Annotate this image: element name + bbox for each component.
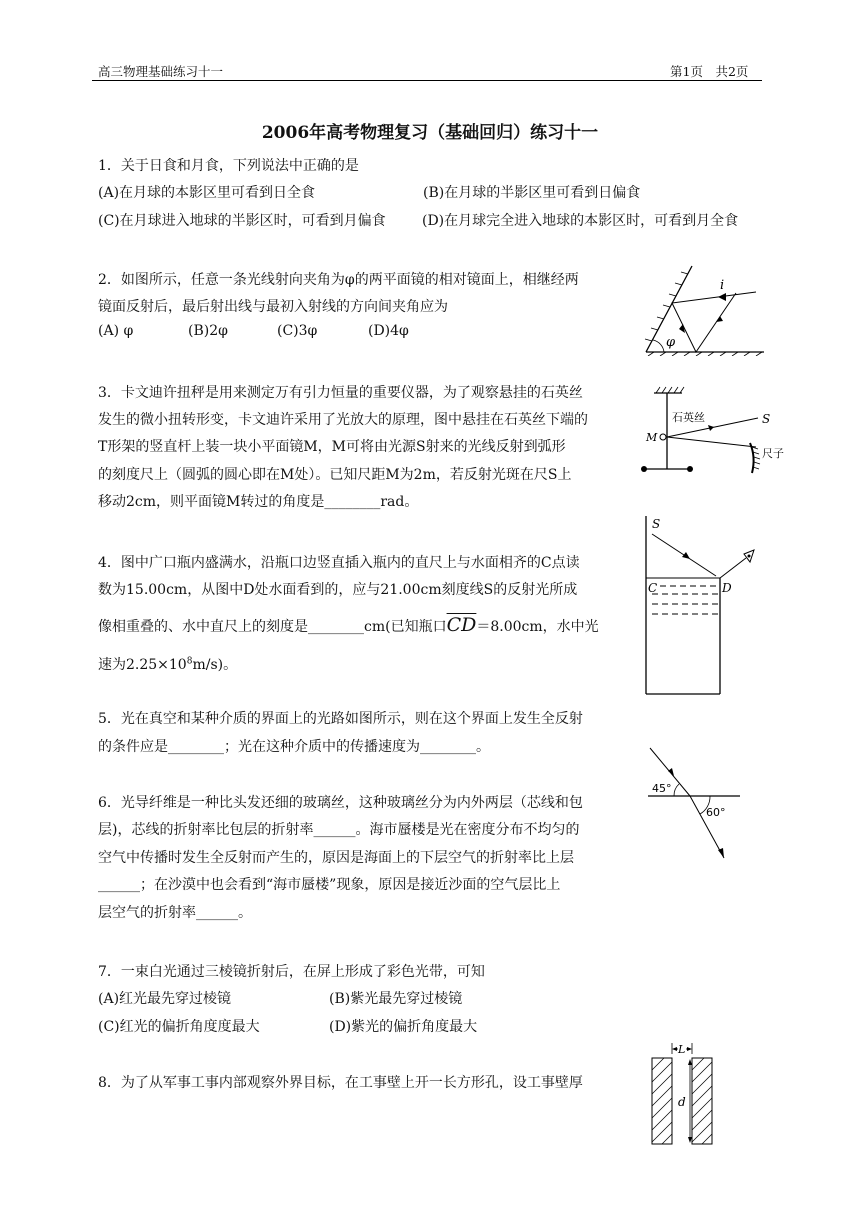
q4-line-1: 4．图中广口瓶内盛满水，沿瓶口边竖直插入瓶内的直尺上与水面相齐的C点读 — [98, 555, 580, 571]
q3-ruler-label: 尺子 — [762, 447, 784, 460]
q6-line-2: 层)，芯线的折射率比包层的折射率______。海市蜃楼是光在密度分布不均匀的 — [98, 822, 580, 838]
q6-line-1: 6．光导纤维是一种比头发还细的玻璃丝，这种玻璃丝分为内外两层（芯线和包 — [98, 795, 583, 811]
q2-phi-label: φ — [666, 335, 676, 350]
q1-stem: 1．关于日食和月食，下列说法中正确的是 — [98, 158, 359, 174]
q2-option-a: (A) φ — [98, 323, 134, 339]
q6-line-5: 层空气的折射率______。 — [98, 905, 252, 921]
q7-option-d: (D)紫光的偏折角度最大 — [329, 1019, 478, 1035]
q7-stem: 7．一束白光通过三棱镜折射后，在屏上形成了彩色光带，可知 — [98, 964, 485, 980]
q2-option-c: (C)3φ — [277, 323, 318, 339]
q4-line-2: 数为15.00cm，从图中D处水面看到的，应与21.00cm刻度线S的反射光所成 — [98, 582, 578, 598]
q8-d-label: d — [678, 1095, 686, 1109]
q3-line-3: T形架的竖直杆上装一块小平面镜M，M可将由光源S射来的光线反射到弧形 — [98, 439, 566, 455]
q3-fiber-label: 石英丝 — [672, 411, 705, 424]
q2-option-b: (B)2φ — [188, 323, 228, 339]
q2-option-d: (D)4φ — [368, 323, 409, 339]
q1-option-b: (B)在月球的半影区里可看到日偏食 — [423, 185, 641, 201]
q7-option-a: (A)红光最先穿过棱镜 — [98, 991, 232, 1007]
q2-mirror-figure — [640, 262, 764, 356]
header-right: 第1页 共2页 — [670, 64, 749, 79]
q4-s-label: S — [652, 517, 661, 531]
q5-line-2: 的条件应是________；光在这种介质中的传播速度为________。 — [98, 739, 490, 755]
q1-option-c: (C)在月球进入地球的半影区时，可看到月偏食 — [98, 213, 386, 229]
q4-line-4: 速为$2.25\times 10^8m/s$)。 — [98, 656, 238, 673]
q3-torsion-balance-figure — [634, 385, 794, 485]
q6-line-4: ______；在沙漠中也会看到“海市蜃楼”现象，原因是接近沙面的空气层比上 — [98, 877, 561, 893]
q6-line-3: 空气中传播时发生全反射而产生的，原因是海面上的下层空气的折射率比上层 — [98, 850, 574, 866]
page-title: 2006年高考物理复习（基础回归）练习十一 — [261, 123, 599, 143]
q3-m-label: M — [646, 431, 658, 444]
q1-option-d: (D)在月球完全进入地球的本影区时，可看到月全食 — [422, 213, 739, 229]
q4-d-label: D — [722, 581, 732, 595]
q3-line-4: 的刻度尺上（圆弧的圆心即在M处）。已知尺距M为2m，若反射光斑在尺S上 — [98, 467, 572, 483]
q8-bunker-wall-figure — [646, 1040, 726, 1146]
q3-line-2: 发生的微小扭转形变，卡文迪许采用了光放大的原理，图中悬挂在石英丝下端的 — [98, 412, 588, 428]
q4-line-3: 像相重叠的、水中直尺上的刻度是________cm(已知瓶口$\overline{CD}=8.00cm$，水中光 — [98, 614, 599, 636]
q3-line-5: 移动2cm，则平面镜M转过的角度是________rad。 — [98, 494, 419, 510]
q4-cd-overline: $\overline{CD}$ — [446, 614, 477, 636]
q2-i-label: i — [720, 278, 725, 293]
q5-angle-45-label: 45° — [652, 782, 672, 795]
q4-bottle-figure — [640, 512, 764, 698]
q5-angle-60-label: 60° — [706, 806, 726, 819]
q2-line-1: 2．如图所示，任意一条光线射向夹角为φ的两平面镜的相对镜面上，相继经两 — [98, 272, 579, 288]
q5-refraction-figure — [644, 744, 744, 864]
q3-s-label: S — [762, 412, 771, 426]
header-rule — [92, 80, 762, 81]
q7-option-c: (C)红光的偏折角度度最大 — [98, 1019, 260, 1035]
q2-line-2: 镜面反射后，最后射出线与最初入射线的方向间夹角应为 — [98, 299, 448, 315]
q4-c-label: C — [648, 581, 658, 595]
q5-line-1: 5．光在真空和某种介质的界面上的光路如图所示，则在这个界面上发生全反射 — [98, 711, 583, 727]
q3-line-1: 3．卡文迪许扭秤是用来测定万有引力恒量的重要仪器，为了观察悬挂的石英丝 — [98, 385, 583, 401]
q7-option-b: (B)紫光最先穿过棱镜 — [329, 991, 463, 1007]
q8-line-1: 8．为了从军事工事内部观察外界目标，在工事壁上开一长方形孔，设工事壁厚 — [98, 1075, 583, 1091]
header-left: 高三物理基础练习十一 — [98, 64, 224, 79]
q1-option-a: (A)在月球的本影区里可看到日全食 — [98, 185, 316, 201]
q8-l-label: L — [678, 1043, 686, 1056]
